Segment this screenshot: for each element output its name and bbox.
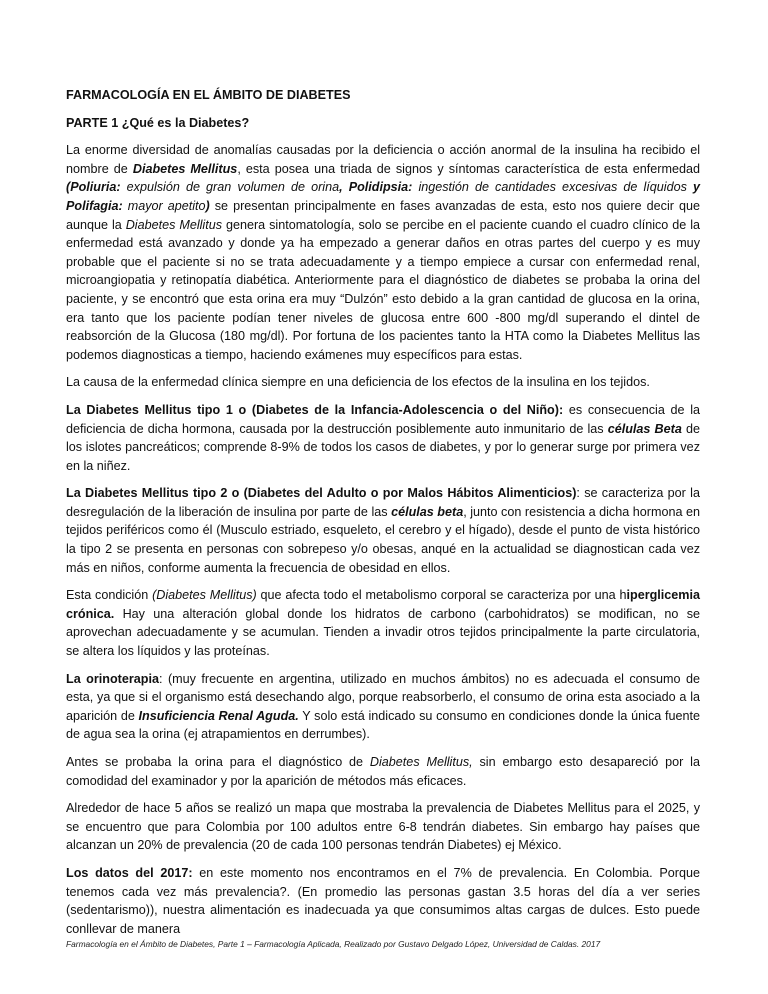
paragraph-prevalence: Alrededor de hace 5 años se realizó un mapa que mostraba la prevalencia de Diabetes Mellitus para el 2025, y se encuentro que para Colombia por 100 adultos entre 6-8 tendrán diabetes. Sin embargo hay países que alcanzan un 20% de prevalencia (20 de cada 100 personas tendrán Diabetes) ej México. [66,801,700,853]
paragraph-orinoterapia: La orinoterapia: (muy frecuente en argentina, utilizado en muchos ámbitos) no es adecuada el consumo de esta, ya que si el organismo está desechando algo, porque reabsorberlo, el consumo de orina esta asociado a la aparición de Insuficiencia Renal Aguda. Y solo está indicado su consumo en condiciones donde la única fuente de agua sea la orina (ej atrapamientos en derrumbes). [66,671,700,742]
paragraph-cause: La causa de la enfermedad clínica siempre en una deficiencia de los efectos de la insulina en los tejidos. [66,375,650,390]
paragraph-type2: La Diabetes Mellitus tipo 2 o (Diabetes del Adulto o por Malos Hábitos Alimenticios): se caracteriza por la desregulación de la liberación de insulina por parte de las células beta, junto con resistencia a dicha hormona en tejidos periféricos como él (Musculo estriado, esqueleto, el cerebro y el hígado), desde el punto de vista histórico la tipo 2 se presenta en personas con sobrepeso y/o obesas, anqué en la actualidad se diagnostican cada vez más en niños, conforme aumenta la frecuencia de obesidad en ellos. [66,486,700,575]
paragraph-diagnosis: Antes se probaba la orina para el diagnóstico de Diabetes Mellitus, sin embargo esto desapareció por la comodidad del examinador y por la aparición de métodos más eficaces. [66,755,700,788]
document-body [66,86,700,947]
paragraph-data-2017: Los datos del 2017: en este momento nos encontramos en el 7% de prevalencia. En Colombia. Porque tenemos cada vez más prevalencia?. (En promedio las personas gastan 3.5 horas del día a ver series (sedentarismo)), nuestra alimentación es inadecuada ya que consumimos altas cargas de dulces. Esto puede conllevar de manera [66,865,700,936]
document-title: FARMACOLOGÍA EN EL ÁMBITO DE DIABETES [66,88,351,102]
paragraph-type1: La Diabetes Mellitus tipo 1 o (Diabetes de la Infancia-Adolescencia o del Niño): es consecuencia de la deficiencia de dicha hormona, causada por la destrucción posiblemente auto inmunitario de las células Beta de los islotes pancreáticos; comprende 8-9% de todos los casos de diabetes, y por lo generar surge por primera vez en la niñez. [66,402,701,473]
page-footer: Farmacología en el Ámbito de Diabetes, Parte 1 – Farmacología Aplicada, Realizado por Gustavo Delgado López, Universidad de Caldas. 2017 [66,939,601,949]
paragraph-intro: La enorme diversidad de anomalías causadas por la deficiencia o acción anormal de la insulina ha recibido el nombre de Diabetes Mellitus, esta posea una triada de signos y síntomas característica de esta enfermedad (Poliuria: expulsión de gran volumen de orina, Polidipsia: ingestión de cantidades excesivas de líquidos y Polifagia: mayor apetito) se presentan principalmente en fases avanzadas de esta, esto nos quiere decir que aunque la Diabetes Mellitus genera sintomatología, solo se percibe en el paciente cuando el cuadro clínico de la enfermedad está avanzado y donde ya ha empezado a generar daños en otras partes del cuerpo y es muy probable que el paciente si no se trata adecuadamente y a tiempo empiece a cursar con enfermedad renal, microangiopatia y retinopatía diabética. Anteriormente para el diagnóstico de diabetes se probaba la orina del paciente, y se encontró que esta orina era muy “Dulzón” esto debido a la gran cantidad de glucosa en la orina, era tanto que los paciente podían tener niveles de glucosa entre 600 -800 mg/dl superando el dintel de reabsorción de la Glucosa (180 mg/dl). Por fortuna de los pacientes tanto la HTA como la Diabetes Mellitus las podemos diagnosticas a tiempo, haciendo exámenes muy específicos para estas. [66,143,700,362]
paragraph-hyperglycemia: Esta condición (Diabetes Mellitus) que afecta todo el metabolismo corporal se caracteriza por una hiperglicemia crónica. Hay una alteración global donde los hidratos de carbono (carbohidratos) se modifican, no se aprovechan adecuadamente y se acumulan. Tienden a invadir otros tejidos principalmente la parte circulatoria, se altera los líquidos y las proteínas. [66,588,700,659]
part-heading: PARTE 1 ¿Qué es la Diabetes? [66,115,250,130]
